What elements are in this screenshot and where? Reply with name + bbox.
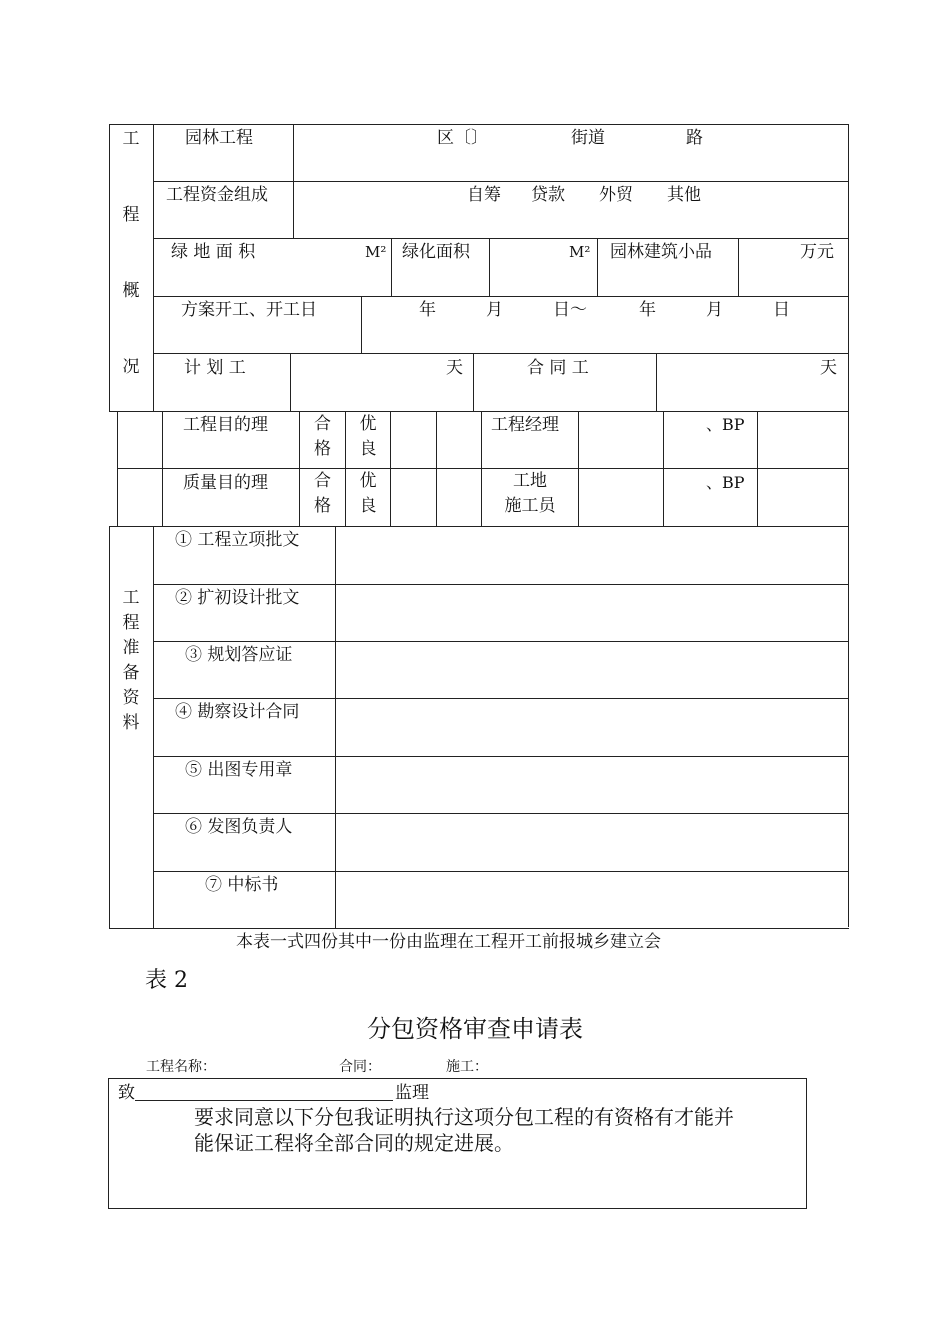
contract-duration-label: 合 同 工 bbox=[527, 358, 589, 378]
green-area-label: 绿 地 面 积 bbox=[171, 242, 256, 262]
start-date-label: 方案开工、开工日 bbox=[181, 300, 317, 320]
project-manager-bp: 、BP bbox=[706, 415, 745, 434]
project-name-label: 工程名称： bbox=[146, 1059, 216, 1075]
prep-item-4: ④ 勘察设计合同 bbox=[175, 702, 300, 722]
garden-project-label: 园林工程 bbox=[185, 128, 253, 148]
prep-item-6: ⑥ 发图负责人 bbox=[185, 817, 293, 837]
funding-option-other: 其他 bbox=[667, 185, 701, 205]
prep-item-5: ⑤ 出图专用章 bbox=[185, 760, 293, 780]
site-builder-label: 工地 施工员 bbox=[504, 471, 556, 516]
road-label: 路 bbox=[686, 128, 703, 148]
project-goal-good: 优 良 bbox=[359, 414, 377, 459]
overview-side-label: 工 程 概 况 bbox=[122, 129, 140, 377]
planned-days-unit: 天 bbox=[446, 358, 463, 378]
end-month: 月 bbox=[706, 300, 723, 320]
form-title: 分包资格审查申请表 bbox=[367, 1015, 583, 1043]
end-year: 年 bbox=[639, 300, 656, 320]
start-day: 日～ bbox=[553, 300, 587, 320]
funding-option-foreign: 外贸 bbox=[599, 185, 633, 205]
end-day: 日 bbox=[773, 300, 790, 320]
quality-goal-pass: 合 格 bbox=[314, 471, 331, 516]
greening-area-label: 绿化面积 bbox=[402, 242, 470, 262]
construction-label: 施工： bbox=[446, 1059, 488, 1075]
project-goal-pass: 合 格 bbox=[314, 414, 331, 459]
footnote: 本表一式四份其中一份由监理在工程开工前报城乡建立会 bbox=[236, 932, 661, 952]
contract-days-unit: 天 bbox=[820, 358, 837, 378]
start-year: 年 bbox=[419, 300, 436, 320]
recipient-blank-line[interactable] bbox=[135, 1100, 393, 1101]
project-goal-label: 工程目的理 bbox=[183, 415, 268, 435]
planned-duration-label: 计 划 工 bbox=[184, 358, 246, 378]
start-month: 月 bbox=[486, 300, 503, 320]
prep-item-7: ⑦ 中标书 bbox=[205, 875, 279, 895]
funding-label: 工程资金组成 bbox=[166, 185, 268, 205]
funding-option-self: 自筹 bbox=[467, 185, 501, 205]
unit-m2-2: M² bbox=[569, 243, 591, 261]
site-builder-bp: 、BP bbox=[706, 473, 745, 492]
prep-item-1: ① 工程立项批文 bbox=[175, 530, 300, 550]
funding-option-loan: 贷款 bbox=[531, 185, 565, 205]
unit-wan-yuan: 万元 bbox=[800, 242, 834, 262]
contract-label: 合同： bbox=[339, 1059, 381, 1075]
street-label: 街道 bbox=[571, 128, 605, 148]
letter-supervisor: 监理 bbox=[395, 1083, 429, 1103]
garden-buildings-label: 园林建筑小品 bbox=[610, 242, 712, 262]
table2-label: 表 2 bbox=[145, 968, 188, 993]
quality-goal-label: 质量目的理 bbox=[183, 473, 268, 493]
project-manager-label: 工程经理 bbox=[491, 415, 559, 435]
prep-side-label: 工 程 准 备 资 料 bbox=[122, 588, 140, 733]
district-label: 区〔〕 bbox=[437, 128, 488, 148]
quality-goal-good: 优 良 bbox=[359, 471, 377, 516]
prep-item-2: ② 扩初设计批文 bbox=[175, 588, 300, 608]
letter-body-line2: 能保证工程将全部合同的规定进展。 bbox=[194, 1131, 514, 1155]
prep-item-3: ③ 规划答应证 bbox=[185, 645, 293, 665]
unit-m2-1: M² bbox=[365, 243, 387, 261]
letter-body-line1: 要求同意以下分包我证明执行这项分包工程的有资格有才能并 bbox=[194, 1105, 734, 1129]
letter-to: 致 bbox=[118, 1083, 135, 1103]
